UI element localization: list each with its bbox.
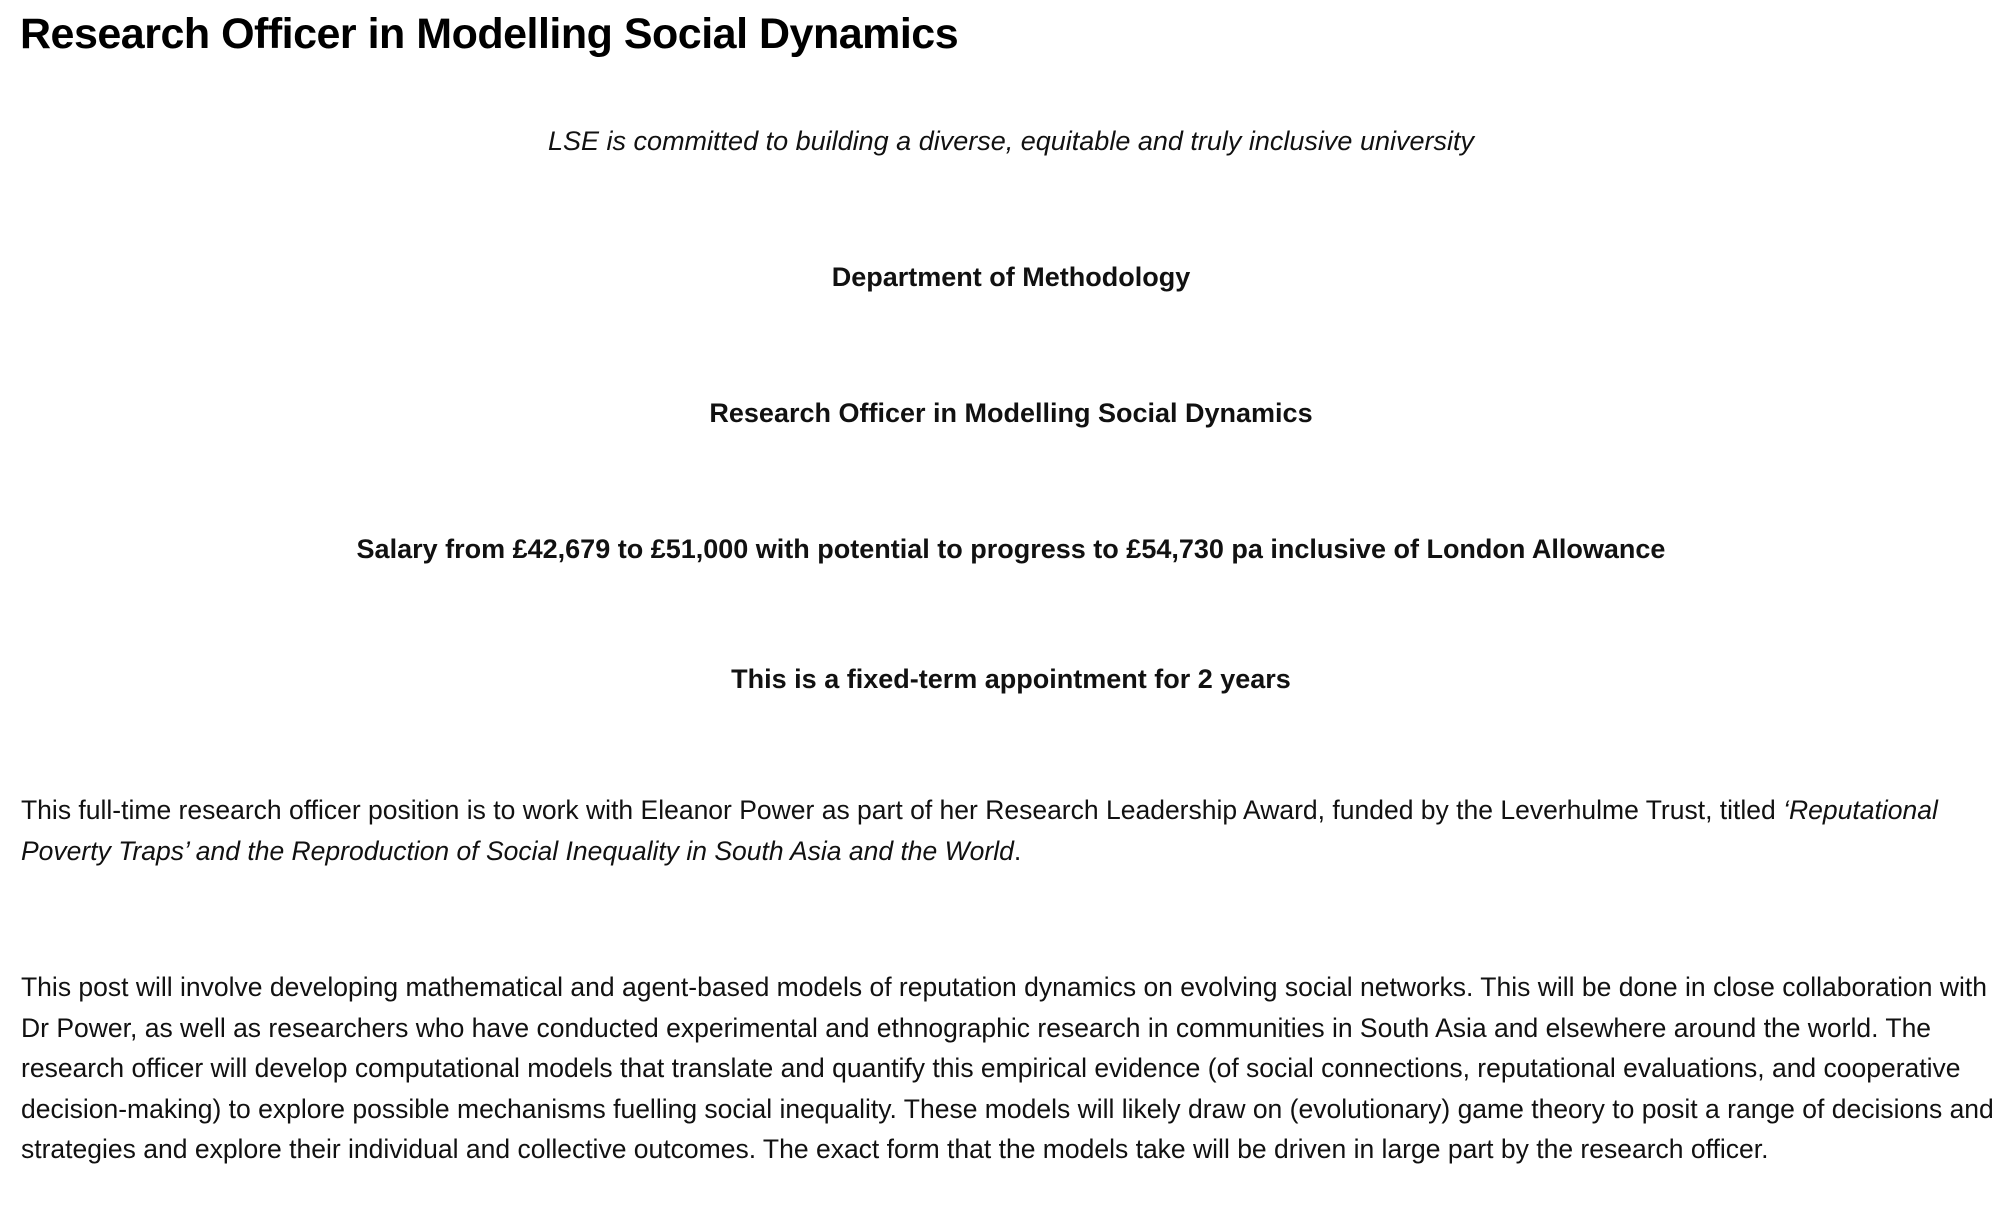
role-description-paragraph: This post will involve developing mathematical and agent-based models of reputation dynamics on evolving social networks. This will be done in close collaboration with Dr Power, as well as researchers who have conducted experimental and ethnographic research in communities in South Asia and elsewhere around the world. The research officer will develop computational models that translate and quantify this empirical evidence (of social connections, reputational evaluations, and cooperative decision-making) to explore possible mechanisms fuelling social inequality. These models will likely draw on (evolutionary) game theory to posit a range of decisions and strategies and explore their individual and collective outcomes. The exact form that the models take will be driven in large part by the research officer. <box>21 972 1994 1165</box>
salary-info: Salary from £42,679 to £51,000 with potential to progress to £54,730 pa inclusive of London Allowance <box>356 534 1666 564</box>
department-name: Department of Methodology <box>831 262 1191 292</box>
award-title: ‘Reputational Poverty Traps’ and the Reproduction of Social Inequality in South Asia and the World <box>21 795 1938 866</box>
position-overview-end: . <box>1013 835 1022 866</box>
page-title: Research Officer in Modelling Social Dynamics <box>20 10 959 58</box>
role-title: Research Officer in Modelling Social Dynamics <box>709 398 1313 428</box>
diversity-tagline: LSE is committed to building a diverse, equitable and truly inclusive university <box>548 126 1474 156</box>
contract-term: This is a fixed-term appointment for 2 years <box>731 664 1291 694</box>
position-overview-paragraph <box>21 790 2000 871</box>
position-overview-text: This full-time research officer position is to work with Eleanor Power as part of her Research Leadership Award, funded by the Leverhulme Trust, titled <box>21 795 1784 825</box>
